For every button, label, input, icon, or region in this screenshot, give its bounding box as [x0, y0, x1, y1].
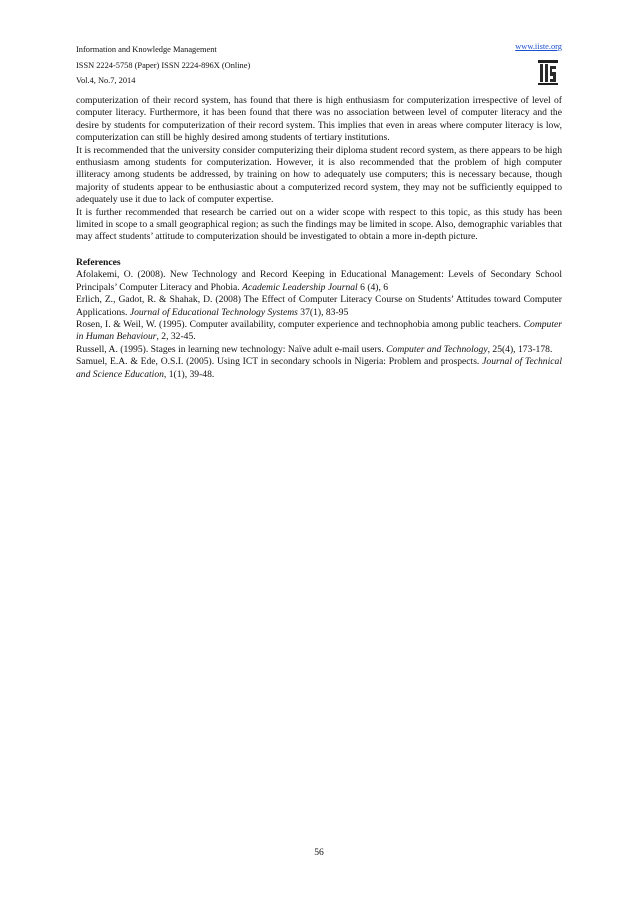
reference-item: Erlich, Z., Gadot, R. & Shahak, D. (2008) The Effect of Computer Literacy Course on Students’ Attitudes toward Computer Applications. Journal of Educational Technology Systems 37(1), 83-95	[76, 294, 562, 318]
reference-item: Russell, A. (1995). Stages in learning new technology: Naïve adult e-mail users. Computer and Technology, 25(4), 173-178.	[76, 343, 553, 355]
page-header	[76, 42, 562, 92]
reference-item: Samuel, E.A. & Ede, O.S.I. (2005). Using ICT in secondary schools in Nigeria: Problem and prospects. Journal of Technical and Science Education, 1(1), 39-48.	[76, 356, 562, 380]
volume-line: Vol.4, No.7, 2014	[76, 76, 136, 85]
references-heading: References	[76, 256, 121, 268]
body-paragraph: It is further recommended that research be carried out on a wider scope with respect to this topic, as this study has been limited in scope to a small geographical region; as such the findings may be limited in scope. Also, demographic variables that may affect students’ attitude to computerization should be investigated to obtain a more in-depth picture.	[76, 206, 562, 243]
page-number: 56	[314, 847, 324, 858]
body-paragraph: It is recommended that the university consider computerizing their diploma student record system, as there appears to be high enthusiasm among students for computerization. However, it is also recommended that the problem of high computer illiteracy among students be addressed, by training on how to adequately use computers; this is necessary because, though majority of students appear to be enthusiastic about a computerized record system, they may not be sufficiently equipped to adequately use it due to lack of computer expertise.	[76, 144, 562, 206]
issn-line: ISSN 2224-5758 (Paper) ISSN 2224-896X (Online)	[76, 60, 251, 70]
journal-url-link[interactable]: www.iiste.org	[515, 42, 562, 51]
main-content	[76, 95, 562, 381]
body-paragraph: computerization of their record system, has found that there is high enthusiasm for computerization irrespective of level of computer literacy. Furthermore, it has been found that there was no association between level of computer literacy and the desire by students for computerization of their record system. This implies that even in areas where computer literacy is low, computerization can still be highly desired among students of tertiary institutions.	[76, 95, 562, 144]
reference-item: Afolakemi, O. (2008). New Technology and Record Keeping in Educational Management: Levels of Secondary School Principals’ Computer Literacy and Phobia. Academic Leadership Journal 6 (4), 6	[76, 269, 562, 293]
reference-item: Rosen, I. & Weil, W. (1995). Computer availability, computer experience and technophobia among public teachers. Computer in Human Behaviour, 2, 32-45.	[76, 318, 562, 343]
journal-name: Information and Knowledge Management	[76, 45, 217, 54]
iiste-logo	[536, 58, 560, 86]
